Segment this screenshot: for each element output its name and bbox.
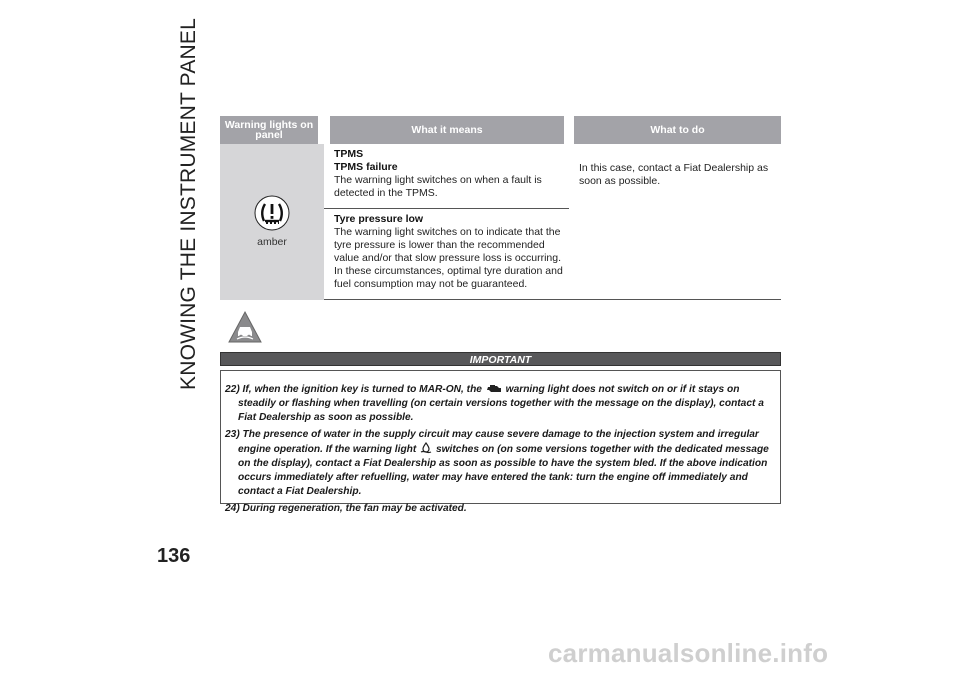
warning-light-cell	[220, 144, 324, 300]
tpms-warning-icon	[253, 194, 291, 232]
todo-text: In this case, contact a Fiat Dealership as soon as possible.	[579, 162, 769, 187]
todo-cell	[569, 144, 781, 300]
row-title: Tyre pressure low	[334, 213, 424, 225]
header-what-it-means: What it means	[324, 116, 569, 144]
header-what-to-do: What to do	[569, 116, 781, 144]
meaning-cell	[324, 144, 569, 209]
important-heading: IMPORTANT	[220, 352, 781, 366]
note-24: 24) During regeneration, the fan may be activated.	[225, 503, 467, 514]
page-number: 136	[157, 545, 191, 567]
engine-icon	[486, 383, 502, 394]
water-in-fuel-icon	[420, 442, 432, 454]
row-text: The warning light switches on when a fault is detected in the TPMS.	[334, 174, 542, 199]
site-watermark: carmanualsonline.info	[548, 638, 829, 668]
meaning-cell	[324, 209, 569, 300]
table-row	[220, 144, 781, 209]
row-text: The warning light switches on to indicate that the tyre pressure is lower than the recommended value and/or that slow pressure loss is occurring. In these circumstances, optimal tyre duration and fuel consumption may not be guaranteed.	[334, 226, 563, 290]
table-header-row	[220, 116, 781, 144]
note-22: 22) If, when the ignition key is turned to MAR-ON, the warning light does not switch on or if it stays on steadily or flashing when travelling (on certain versions together with the message on the display), contact a Fiat Dealership as soon as possible.	[225, 384, 764, 423]
section-side-title: KNOWING THE INSTRUMENT PANEL	[177, 18, 200, 390]
icon-color-label: amber	[257, 236, 287, 249]
row-subtitle: TPMS failure	[334, 161, 398, 173]
warning-light-table	[220, 116, 781, 300]
important-notes	[220, 370, 781, 514]
note-23: 23) The presence of water in the supply circuit may cause severe damage to the injection system and irregular engine operation. If the warning light switches on (on some versions together with the dedicated message on the display), contact a Fiat Dealership as soon as possible to have the system bled. If the above indication occurs immediately after refuelling, water may have entered the tank: turn the engine off immediately and contact a Fiat Dealership.	[225, 429, 769, 497]
row-title: TPMS	[334, 148, 364, 160]
car-safety-icon	[227, 310, 263, 346]
header-warning-lights: Warning lights on panel	[220, 116, 324, 144]
